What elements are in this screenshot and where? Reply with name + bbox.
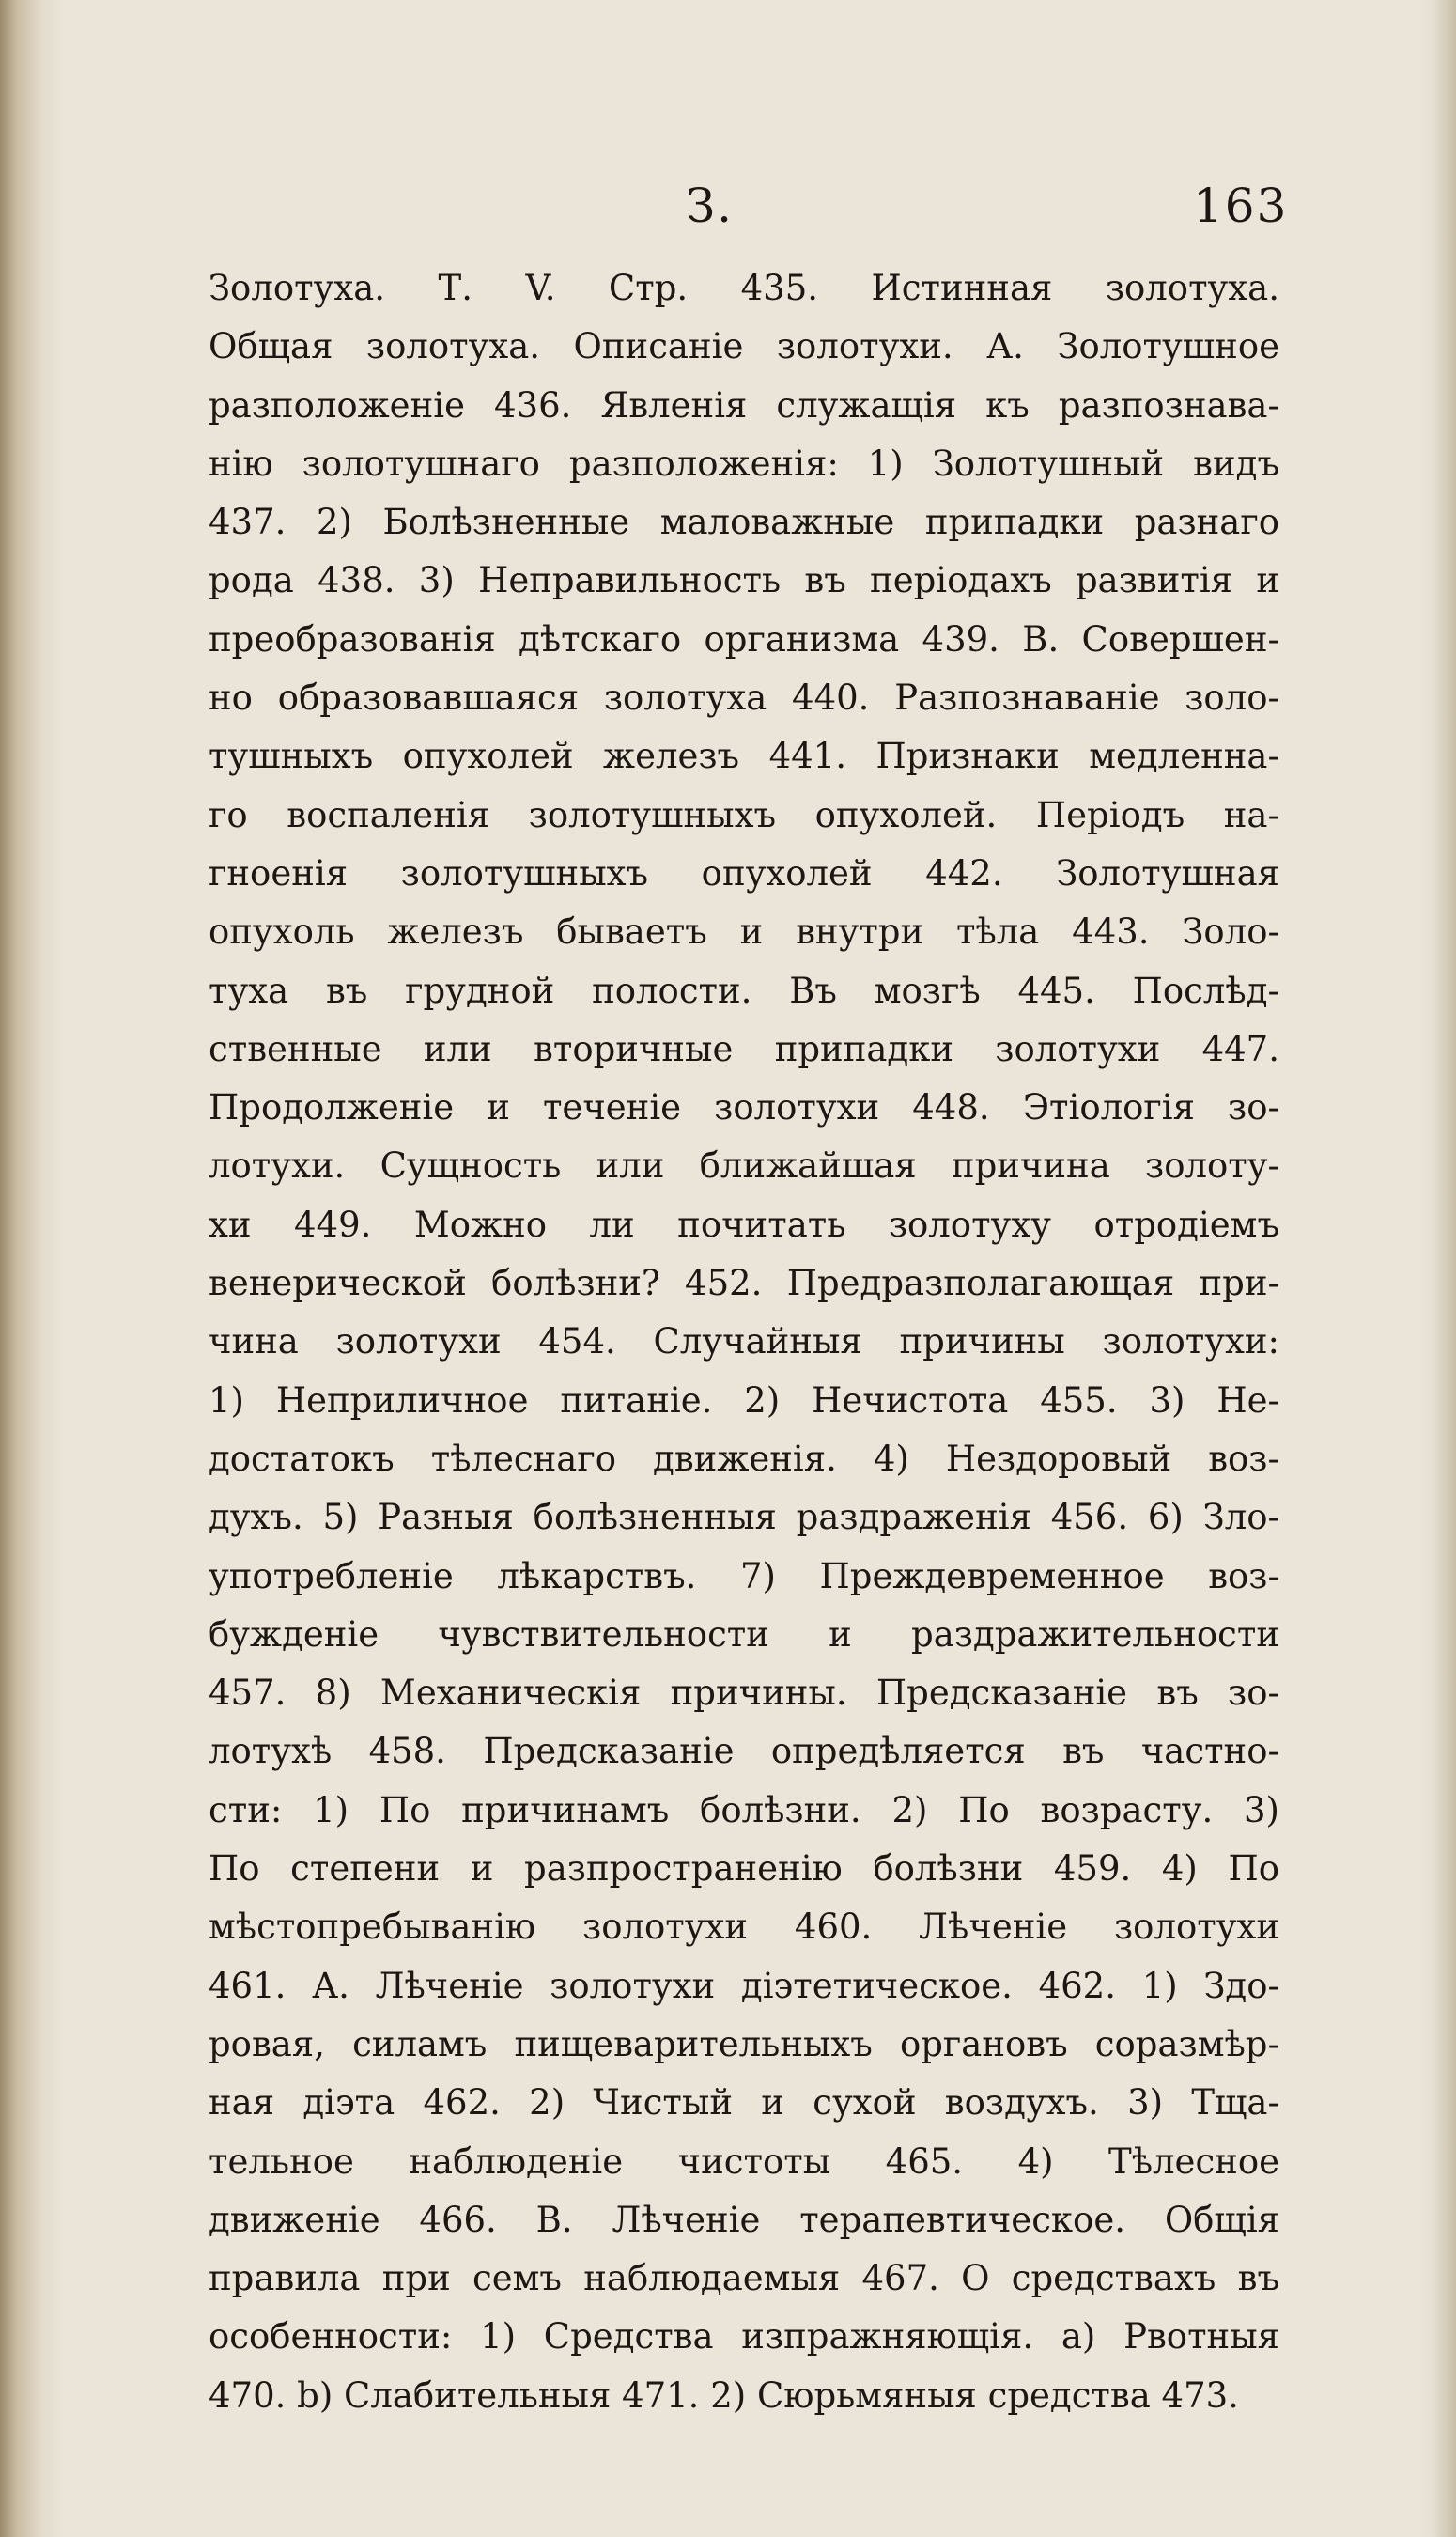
text-line: ровая, силамъ пищеварительныхъ органовъ соразмѣр-: [209, 2023, 1279, 2064]
text-line: 1) Неприличное питаніе. 2) Нечистота 455. 3) Не-: [209, 1379, 1279, 1421]
text-line: 437. 2) Болѣзненные маловажные припадки разнаго: [209, 502, 1279, 543]
text-line: ственные или вторичные припадки золотухи 447.: [209, 1028, 1279, 1069]
index-entry-text: [209, 259, 1279, 2425]
text-line: 457. 8) Механическія причины. Предсказаніе въ зо-: [209, 1673, 1279, 1714]
text-line: употребленіе лѣкарствъ. 7) Преждевременное воз-: [209, 1555, 1279, 1596]
text-line: лотухи. Сущность или ближайшая причина золоту-: [209, 1145, 1279, 1187]
text-line: достатокъ тѣлеснаго движенія. 4) Нездоровый воз-: [209, 1438, 1279, 1479]
text-line: разположеніе 436. Явленія служащія къ разпознава-: [209, 384, 1279, 426]
text-line: опухоль железъ бываетъ и внутри тѣла 443. Золо-: [209, 911, 1279, 953]
text-line: 461. А. Лѣченіе золотухи діэтетическое. 462. 1) Здо-: [209, 1965, 1279, 2006]
text-line: движеніе 466. В. Лѣченіе терапевтическое. Общія: [209, 2199, 1279, 2240]
text-line: духъ. 5) Разныя болѣзненныя раздраженія 456. 6) Зло-: [209, 1497, 1279, 1538]
text-line: хи 449. Можно ли почитать золотуху отродіемъ: [209, 1204, 1279, 1245]
text-line: но образовавшаяся золотуха 440. Разпознаваніе золо-: [209, 677, 1279, 719]
text-line: По степени и разпространенію болѣзни 459. 4) По: [209, 1848, 1279, 1890]
text-line: сти: 1) По причинамъ болѣзни. 2) По возрасту. 3): [209, 1789, 1279, 1830]
text-line: мѣстопребыванію золотухи 460. Лѣченіе золотухи: [209, 1907, 1279, 1948]
text-line: тельное наблюденіе чистоты 465. 4) Тѣлесное: [209, 2140, 1279, 2182]
text-line: рода 438. 3) Неправильность въ періодахъ развитія и: [209, 560, 1279, 601]
section-letter: З.: [686, 179, 735, 233]
page-number: 163: [1193, 179, 1289, 233]
text-line: правила при семъ наблюдаемыя 467. О средствахъ въ: [209, 2258, 1279, 2299]
text-line: го воспаленія золотушныхъ опухолей. Періодъ на-: [209, 794, 1279, 835]
text-line: лотухѣ 458. Предсказаніе опредѣляется въ частно-: [209, 1731, 1279, 1772]
text-line: ная діэта 462. 2) Чистый и сухой воздухъ. 3) Тща-: [209, 2082, 1279, 2124]
text-line: Общая золотуха. Описаніе золотухи. А. Золотушное: [209, 326, 1279, 367]
text-line: преобразованія дѣтскаго организма 439. В. Совершен-: [209, 618, 1279, 660]
text-line: гноенія золотушныхъ опухолей 442. Золотушная: [209, 852, 1279, 894]
page-left-edge: [0, 0, 66, 2537]
page-right-edge: [1418, 0, 1456, 2537]
text-line: особенности: 1) Средства изпражняющія. a) Рвотныя: [209, 2316, 1279, 2358]
text-line: туха въ грудной полости. Въ мозгѣ 445. Послѣд-: [209, 970, 1279, 1011]
text-line: нію золотушнаго разположенія: 1) Золотушный видъ: [209, 443, 1279, 484]
text-line: Золотуха. Т. V. Стр. 435. Истинная золотуха.: [209, 268, 1279, 308]
text-line: венерической болѣзни? 452. Предразполагающая при-: [209, 1263, 1279, 1304]
text-line: Продолженіе и теченіе золотухи 448. Этіологія зо-: [209, 1087, 1279, 1128]
text-line: чина золотухи 454. Случайныя причины золотухи:: [209, 1321, 1279, 1362]
text-line: тушныхъ опухолей железъ 441. Признаки медленна-: [209, 736, 1279, 777]
page-header: [0, 179, 1456, 244]
text-line: 470. b) Слабительныя 471. 2) Сюрьмяныя средства 473.: [209, 2374, 1239, 2416]
text-line: бужденіе чувствительности и раздражительности: [209, 1613, 1279, 1655]
